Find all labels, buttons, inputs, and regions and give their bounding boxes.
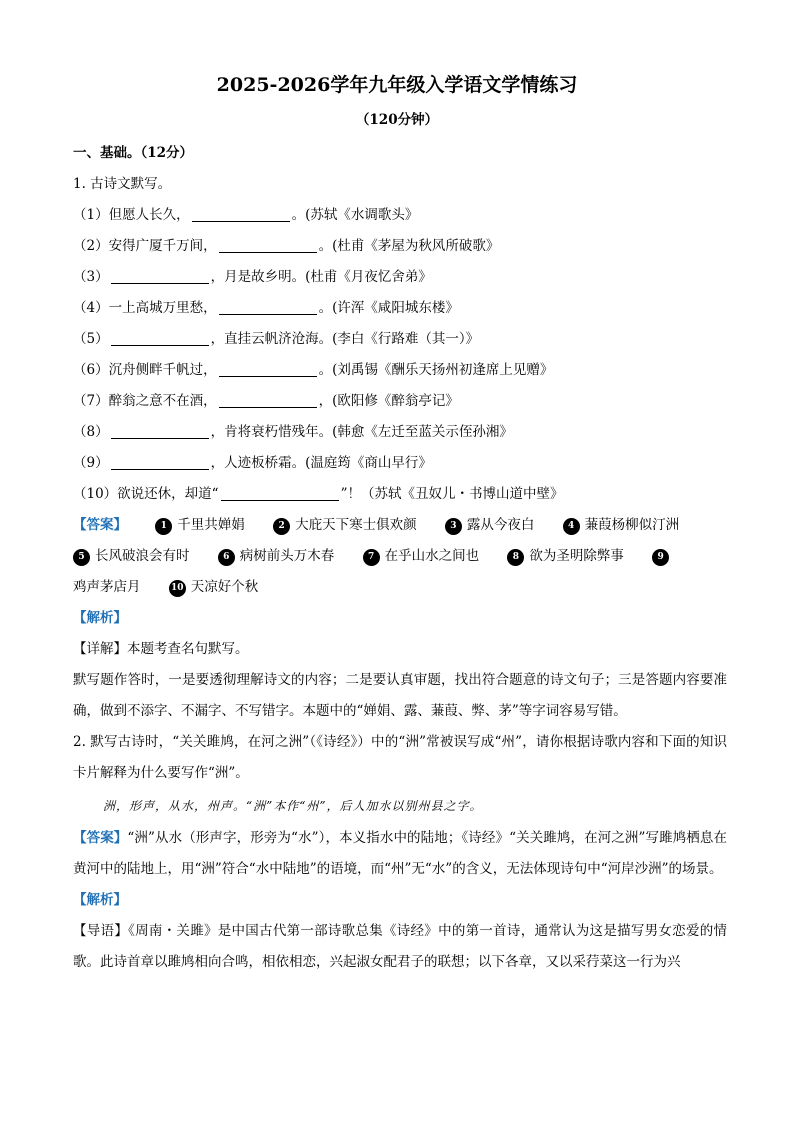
answer-label: 【答案】 xyxy=(73,830,128,846)
analysis-label: 【解析】 xyxy=(73,892,127,908)
fill-item: （1）但愿人长久， 。(苏轼《水调歌头》 xyxy=(73,207,419,223)
fill-item: （4）一上高城万里愁， 。(许浑《咸阳城东楼》 xyxy=(73,300,459,316)
answer-item: 5 长风破浪会有时 xyxy=(73,541,190,572)
answer-blank[interactable] xyxy=(219,298,317,315)
document-body xyxy=(73,138,727,978)
section-heading: 一、基础。（12分） xyxy=(73,145,194,161)
analysis-paragraph: 【导语】《周南・关雎》是中国古代第一部诗歌总集《诗经》中的第一首诗，通常认为这是描写男女恋爱的情歌。此诗首章以雎鸠相向合鸣，相依相恋，兴起淑女配君子的联想；以下各章，又以采荇菜这一行为兴 xyxy=(73,923,727,970)
fill-item: （10）欲说还休，却道“ ”！（苏轼《丑奴儿・书博山道中壁》 xyxy=(73,486,564,502)
fill-item: （9） ，人迹板桥霜。(温庭筠《商山早行》 xyxy=(73,455,432,471)
fill-item: （3） ，月是故乡明。(杜甫《月夜忆舍弟》 xyxy=(73,269,432,285)
answer-blank[interactable] xyxy=(219,360,317,377)
circled-number-icon: 4 xyxy=(563,518,580,535)
answer-blank[interactable] xyxy=(111,329,209,346)
answer-row xyxy=(73,541,727,572)
answer-blank[interactable] xyxy=(111,453,209,470)
fill-item: （7）醉翁之意不在酒， ，(欧阳修《醉翁亭记》 xyxy=(73,393,459,409)
answer-item: 10 天凉好个秋 xyxy=(169,572,259,603)
circled-number-icon: 6 xyxy=(218,549,235,566)
knowledge-card: 洲，形声，从水，州声。“洲”本作“州”，后人加水以别州县之字。 xyxy=(103,799,483,813)
answer-row xyxy=(73,510,727,541)
answer-row xyxy=(73,572,727,603)
circled-number-icon: 2 xyxy=(273,518,290,535)
fill-item: （8） ，肯将衰朽惜残年。(韩愈《左迁至蓝关示侄孙湘》 xyxy=(73,424,513,440)
answer-item: 1 千里共婵娟 xyxy=(155,510,245,541)
circled-number-icon: 3 xyxy=(445,518,462,535)
page-title: 2025-2026学年九年级入学语文学情练习 xyxy=(216,74,578,96)
answer-blank[interactable] xyxy=(219,236,317,253)
analysis-label: 【解析】 xyxy=(73,610,127,626)
question-2-answer: 【答案】“洲”从水（形声字，形旁为“水”），本义指水中的陆地；《诗经》“关关雎鸠，在河之洲”写雎鸠栖息在黄河中的陆地上，用“洲”符合“水中陆地”的语境，而“州”无“水”的含义，无法体现诗句中“河岸沙洲”的场景。 xyxy=(73,830,727,877)
answer-blank[interactable] xyxy=(221,484,339,501)
answer-label: 【答案】 xyxy=(73,517,127,533)
circled-number-icon: 1 xyxy=(155,518,172,535)
fill-item: （6）沉舟侧畔千帆过， 。(刘禹锡《酬乐天扬州初逢席上见赠》 xyxy=(73,362,554,378)
answer-blank[interactable] xyxy=(111,267,209,284)
fill-item: （2）安得广厦千万间， 。(杜甫《茅屋为秋风所破歌》 xyxy=(73,238,500,254)
answer-item: 4 蒹葭杨柳似汀洲 xyxy=(563,510,680,541)
circled-number-icon: 7 xyxy=(363,549,380,566)
question-1-stem: 1. 古诗文默写。 xyxy=(73,176,172,192)
page-subtitle: （120分钟） xyxy=(355,112,439,128)
answer-item: 8 欲为圣明除弊事 xyxy=(507,541,624,572)
circled-number-icon: 5 xyxy=(73,549,90,566)
answer-item: 7 在乎山水之间也 xyxy=(363,541,480,572)
answer-item: 3 露从今夜白 xyxy=(445,510,535,541)
answer-item: 6 病树前头万木春 xyxy=(218,541,335,572)
answer-item: 鸡声茅店月 xyxy=(73,579,141,595)
analysis-detail: 【详解】本题考查名句默写。 xyxy=(73,641,249,657)
circled-number-icon: 8 xyxy=(507,549,524,566)
question-2-stem: 2. 默写古诗时，“关关雎鸠，在河之洲”（《诗经》）中的“洲”常被误写成“州”，请你根据诗歌内容和下面的知识卡片解释为什么要写作“洲”。 xyxy=(73,734,727,781)
answer-item: 2 大庇天下寒士俱欢颜 xyxy=(273,510,417,541)
answer-blank[interactable] xyxy=(219,391,317,408)
fill-item: （5） ，直挂云帆济沧海。(李白《行路难（其一）》 xyxy=(73,331,480,347)
analysis-paragraph: 默写题作答时，一是要透彻理解诗文的内容；二是要认真审题，找出符合题意的诗文句子；三是答题内容要准确，做到不添字、不漏字、不写错字。本题中的“婵娟、露、蒹葭、弊、茅”等字词容易写错。 xyxy=(73,672,727,719)
answer-item xyxy=(652,541,674,572)
circled-number-icon: 9 xyxy=(652,549,669,566)
answer-blank[interactable] xyxy=(111,422,209,439)
answer-blank[interactable] xyxy=(192,205,290,222)
circled-number-icon: 10 xyxy=(169,580,186,597)
